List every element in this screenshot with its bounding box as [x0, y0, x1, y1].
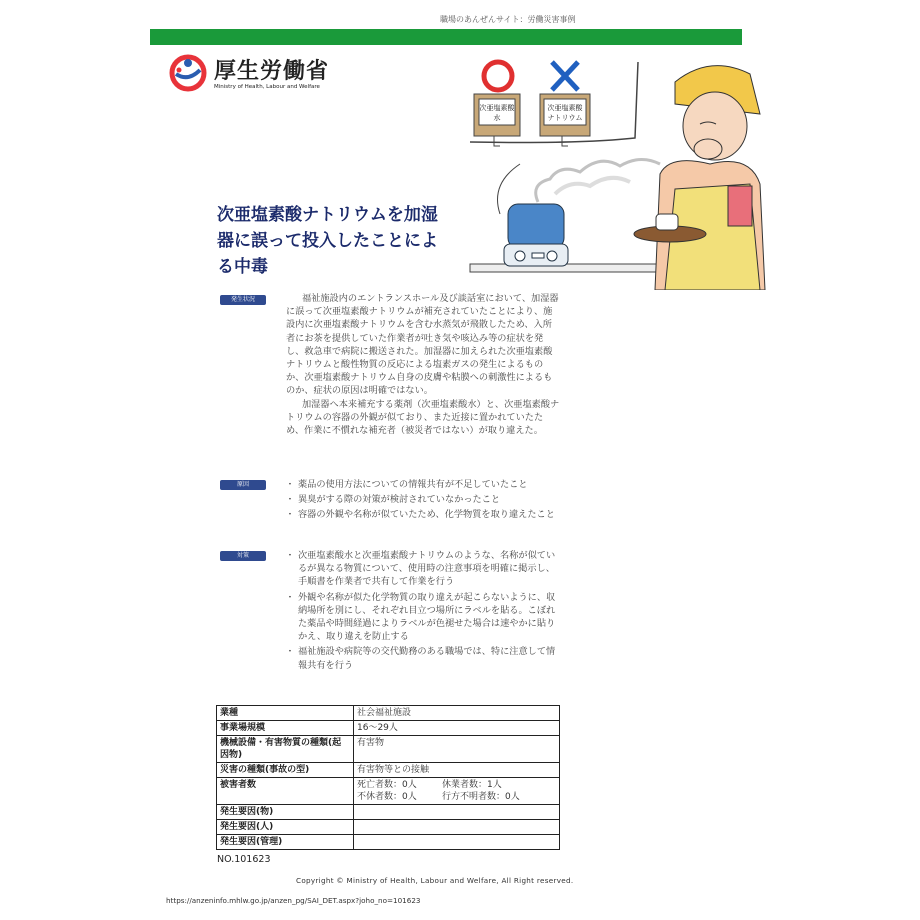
accident-info-table: [216, 705, 560, 850]
bullet-mark: ・: [285, 550, 295, 561]
case-number: NO.101623: [217, 854, 271, 865]
table-row: 機械設備・有害物質の種類(起因物) 有害物: [217, 736, 560, 763]
table-row: 被害者数 死亡者数：0人 休業者数：1人 不休者数：0人 行方不明者数：0人: [217, 778, 560, 805]
page-title: 次亜塩素酸ナトリウムを加湿器に誤って投入したことによる中毒: [217, 205, 438, 277]
cause-item: ・ 異臭がする際の対策が検討されていなかったこと: [282, 493, 562, 506]
cause-item: ・ 薬品の使用方法についての情報共有が不足していたこと: [282, 478, 562, 491]
logo-subtitle: Ministry of Health, Labour and Welfare: [214, 84, 320, 90]
site-header: 職場のあんぜんサイト：労働災害事例: [440, 15, 576, 24]
measure-item: ・ 外観や名称が似た化学物質の取り違えが起こらないように、収納場所を別にし、それぞれ目立つ場所にラベルを貼る。こぼれた薬品や時間経過によりラベルが色褪せた場合は速やかに貼りかえ、取り違えを防止する: [282, 591, 562, 644]
svg-text:ナトリウム: ナトリウム: [547, 114, 583, 122]
accident-illustration: [460, 54, 770, 290]
cause-item: ・ 容器の外観や名称が似ていたため、化学物質を取り違えたこと: [282, 508, 562, 521]
measure-item: ・ 次亜塩素酸水と次亜塩素酸ナトリウムのような、名称が似ているが異なる物質について、使用時の注意事項を明確に掲示し、手順書を作業者で共有して作業を行う: [282, 549, 562, 589]
svg-text:次亜塩素酸: 次亜塩素酸: [479, 104, 515, 112]
ministry-logo: [168, 52, 358, 94]
header-green-bar: [150, 29, 742, 45]
bullet-mark: ・: [285, 509, 295, 521]
overview-paragraph-1: 福祉施設内のエントランスホール及び談話室において、加湿器に誤って次亜塩素酸ナトリウムが補充されていたことにより、施設内に次亜塩素酸ナトリウムを含む水蒸気が飛散したため、入所者にお茶を提供していた作業者が吐き気や咳込み等の症状を発し、救急車で病院に搬送された。加湿器に加えられた次亜塩素酸ナトリウムと酸性物質の反応による塩素ガスの発生によるものか、次亜塩素酸ナトリウム自身の皮膚や粘膜への刺激性によるものか、症状の原因は明確ではない。: [286, 293, 559, 397]
correct-mark-icon: [484, 62, 512, 90]
bottle-right: [540, 94, 590, 146]
worker-woman-icon: [634, 66, 765, 290]
svg-text:次亜塩素酸: 次亜塩素酸: [547, 104, 583, 112]
cause-section: [282, 478, 562, 524]
wrong-mark-icon: [552, 62, 578, 90]
bullet-mark: ・: [285, 591, 295, 603]
measure-label: 対策: [220, 551, 266, 561]
page-url: https://anzeninfo.mhlw.go.jp/anzen_pg/SAI_DET.aspx?joho_no=101623: [166, 896, 421, 905]
measure-section: [282, 549, 562, 674]
table-row: 事業場規模 16～29人: [217, 721, 560, 736]
table-row: 発生要因(人): [217, 820, 560, 835]
copyright: Copyright © Ministry of Health, Labour and Welfare, All Right reserved.: [296, 876, 574, 885]
overview-paragraph-2: 加湿器へ本来補充する薬剤（次亜塩素酸水）と、次亜塩素酸ナトリウムの容器の外観が似ており、また近接に置かれていたため、作業に不慣れな補充者（被災者ではない）が取り違えた。: [286, 398, 560, 437]
casualty-grid: 死亡者数：0人 休業者数：1人 不休者数：0人 行方不明者数：0人: [357, 780, 520, 802]
logo-name: 厚生労働省: [214, 59, 330, 84]
bottle-left: [474, 94, 520, 146]
cause-label: 原因: [220, 480, 266, 490]
table-row: 発生要因(管理): [217, 835, 560, 850]
measure-item: ・ 福祉施設や病院等の交代勤務のある職場では、特に注意して情報共有を行う: [282, 645, 562, 671]
humidifier-icon: [504, 204, 568, 266]
overview-section: [286, 292, 560, 437]
overview-label: 発生状況: [220, 295, 266, 305]
ministry-emblem-icon: [168, 52, 208, 94]
bullet-mark: ・: [285, 646, 295, 658]
svg-text:水: 水: [493, 114, 501, 122]
table-row: 発生要因(物): [217, 805, 560, 820]
bullet-mark: ・: [285, 479, 295, 490]
bullet-mark: ・: [285, 494, 295, 506]
table-row: 災害の種類(事故の型) 有害物等との接触: [217, 763, 560, 778]
table-row: 業種 社会福祉施設: [217, 706, 560, 721]
